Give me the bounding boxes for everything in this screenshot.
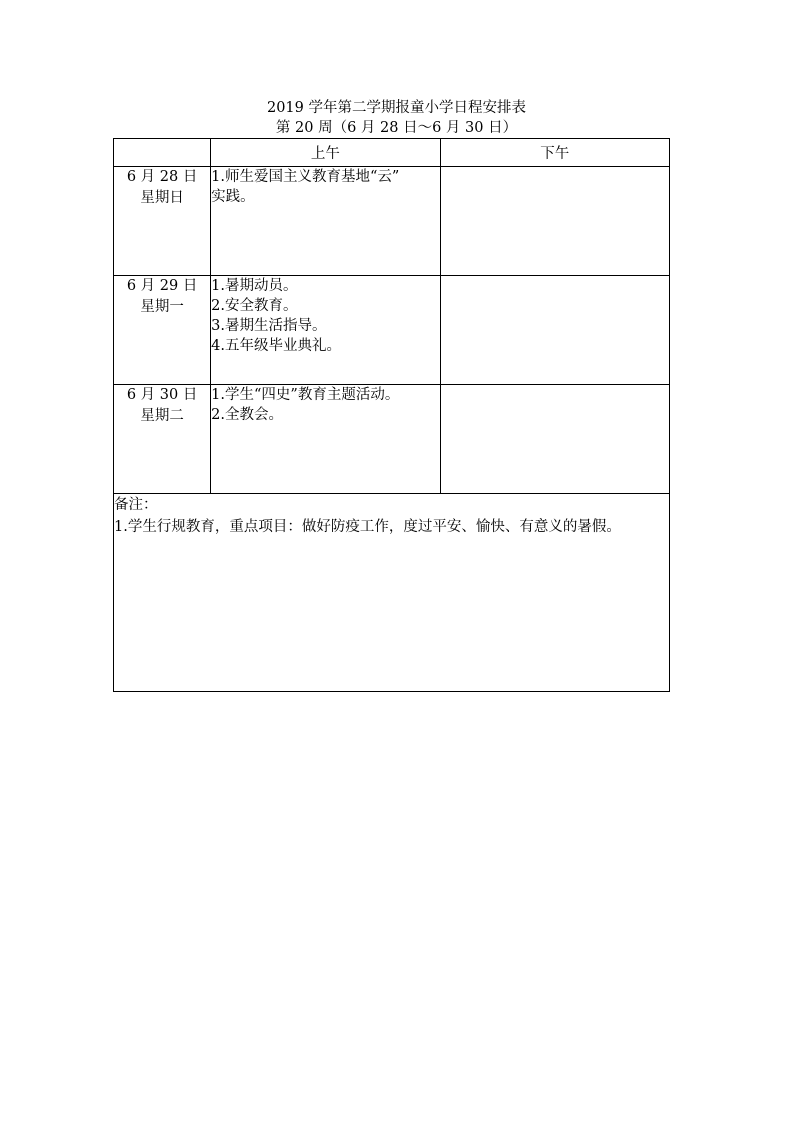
- table-header-row: [114, 139, 670, 167]
- notes-cell: [114, 494, 670, 692]
- page-subtitle: 第 20 周（6 月 28 日～6 月 30 日）: [275, 120, 518, 136]
- notes-row: [114, 494, 670, 692]
- morning-item: 2.安全教育。: [211, 298, 298, 314]
- morning-item: 实践。: [211, 189, 255, 205]
- date-label: 6 月 29 日: [126, 278, 198, 294]
- afternoon-cell: [440, 276, 669, 385]
- morning-cell: [211, 385, 440, 494]
- date-label: 6 月 28 日: [126, 169, 198, 185]
- morning-item: 4.五年级毕业典礼。: [211, 338, 342, 354]
- date-cell: [114, 385, 211, 494]
- notes-label: 备注：: [114, 497, 158, 513]
- table-row: [114, 385, 670, 494]
- morning-item: 1.师生爱国主义教育基地“云”: [211, 169, 400, 185]
- page-title: 2019 学年第二学期报童小学日程安排表: [266, 100, 526, 116]
- afternoon-cell: [440, 167, 669, 276]
- note-item: 1.学生行规教育，重点项目：做好防疫工作，度过平安、愉快、有意义的暑假。: [114, 519, 621, 535]
- morning-item: 3.暑期生活指导。: [211, 318, 327, 334]
- date-cell: [114, 167, 211, 276]
- morning-item: 2.全教会。: [211, 407, 284, 423]
- table-row: [114, 276, 670, 385]
- afternoon-cell: [440, 385, 669, 494]
- weekday-label: 星期日: [140, 190, 184, 206]
- schedule-table: [113, 138, 670, 692]
- date-cell: [114, 276, 211, 385]
- morning-item: 1.暑期动员。: [211, 278, 298, 294]
- morning-cell: [211, 167, 440, 276]
- date-label: 6 月 30 日: [126, 387, 198, 403]
- morning-cell: [211, 276, 440, 385]
- morning-item: 1.学生“四史”教育主题活动。: [211, 387, 400, 403]
- header-cell-morning: 上午: [211, 139, 440, 167]
- header-cell-afternoon: 下午: [440, 139, 669, 167]
- weekday-label: 星期二: [140, 408, 184, 424]
- table-row: [114, 167, 670, 276]
- header-cell-date: [114, 139, 211, 167]
- weekday-label: 星期一: [140, 299, 184, 315]
